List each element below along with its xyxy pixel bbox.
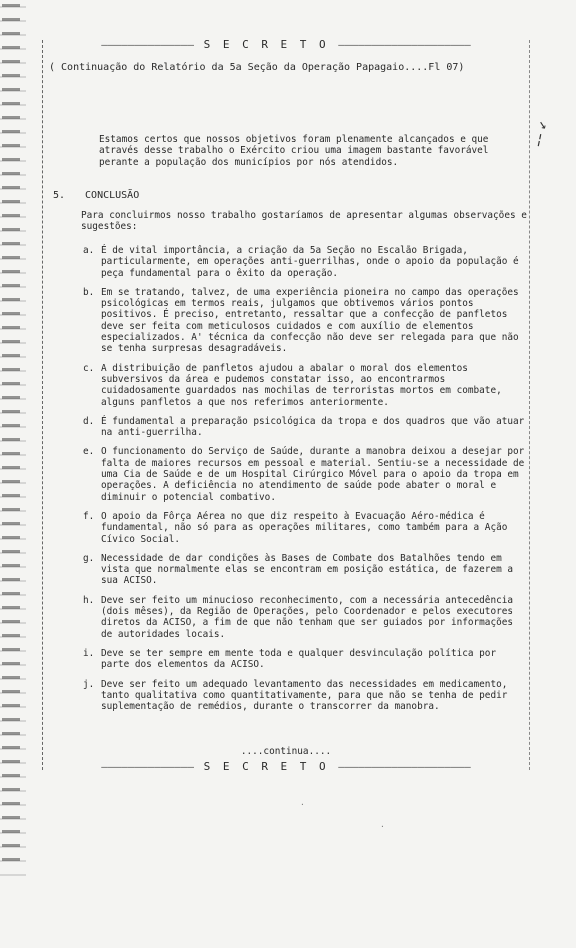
classification-bottom-text: S E C R E T O (203, 760, 329, 773)
item-text: O apoio da Fôrça Aérea no que diz respeito à Evacuação Aéro-médica é fundamental, não só para as operações militares, como também para a Ação Cívico Social. (101, 510, 508, 545)
list-item (83, 595, 529, 640)
continuation-note: ....continua.... (240, 746, 332, 757)
item-letter: e. (83, 446, 95, 458)
item-text: Deve ser feito um adequado levantamento das necessidades em medicamento, tanto qualitativa como quantitativamente, para que não se tenha de pedir suplementação de remédios, durante o transcorrer da manobra. (101, 678, 508, 713)
list-item (83, 679, 529, 713)
item-letter: h. (83, 594, 95, 606)
paper-speck: · (380, 822, 385, 831)
list-item (83, 245, 529, 279)
item-text: Deve se ter sempre em mente toda e qualquer desvinculação política por parte dos elementos da ACISO. (101, 647, 497, 671)
document-page (42, 38, 549, 773)
section-title: CONCLUSÃO (85, 190, 140, 201)
report-header: ( Continuação do Relatório da 5a Seção da Operação Papagaio....Fl 07) (49, 62, 465, 73)
item-text: Deve ser feito um minucioso reconhecimento, com a necessária antecedência (dois mêses), da Região de Operações, pelo Coordenador e pelos executores diretos da ACISO, a fim de que não tenham que ser guiados por informações de autoridades locais. (101, 594, 514, 640)
list-item (83, 511, 529, 545)
item-letter: c. (83, 362, 95, 374)
list-item (83, 363, 529, 408)
paper-speck: · (300, 800, 305, 809)
list-item (83, 553, 529, 587)
spiral-holes (2, 4, 20, 864)
item-text: É de vital importância, a criação da 5a Seção no Escalão Brigada, particularmente, em operações anti-guerrilhas, onde o apoio da população é peça fundamental para o êxito da operação. (101, 245, 519, 279)
item-letter: a. (83, 245, 95, 256)
classification-stamp-top: —————————————— S E C R E T O ———————————————————— (101, 38, 471, 51)
classification-top-text: S E C R E T O (203, 38, 329, 51)
item-letter: i. (83, 647, 95, 659)
item-letter: j. (83, 678, 95, 690)
item-letter: f. (83, 510, 95, 522)
lead-paragraph: Para concluirmos nosso trabalho gostaríamos de apresentar algumas observações e sugestões: (81, 210, 527, 233)
item-text: O funcionamento do Serviço de Saúde, durante a manobra deixou a desejar por falta de maiores recursos em pessoal e material. Sentiu-se a necessidade de uma Cia de Saúde e de um Hospital Cirúrgico Móvel para o apoio da tropa em operações. A deficiência no atendimento de saúde pode abater o moral e diminuir o potencial combativo. (101, 446, 525, 503)
list-item (83, 416, 529, 439)
handwritten-mark: ↘ ¦ (533, 115, 549, 149)
item-text: Necessidade de dar condições às Bases de Combate dos Batalhões tendo em vista que normalmente elas se encontram em posição estática, de fazerem a sua ACISO. (101, 552, 514, 587)
intro-paragraph: Estamos certos que nossos objetivos foram plenamente alcançados e que através desse trabalho o Exército criou uma imagem bastante favorável perante a população dos municípios por nós atendidos. (99, 134, 489, 168)
item-letter: g. (83, 552, 95, 564)
observations-list (83, 245, 529, 720)
list-item (83, 648, 529, 671)
classification-stamp-bottom: —————————————— S E C R E T O ———————————————————— (101, 760, 471, 773)
item-text: A distribuição de panfletos ajudou a abalar o moral dos elementos subversivos da área e pudemos constatar isso, ao encontrarmos cuidadosamente guardados nas mochilas de terroristas mortos em combate, alguns panfletos a que nos referimos anteriormente. (101, 362, 502, 408)
item-letter: d. (83, 415, 95, 427)
item-letter: b. (83, 286, 95, 298)
item-text: Em se tratando, talvez, de uma experiência pioneira no campo das operações psicológicas em termos reais, julgamos que obtivemos vários pontos positivos. É preciso, entretanto, ressaltar que a confecção de panfletos deve ser feita com meticulosos cuidados e com auxílio de elementos especializados. A' técnica da confecção não deve ser relegada para que não se tenha surpresas desagradáveis. (101, 286, 519, 355)
section-number: 5. (53, 190, 66, 201)
item-text: É fundamental a preparação psicológica da tropa e dos quadros que vão atuar na anti-guerrilha. (101, 415, 525, 439)
list-item (83, 287, 529, 355)
list-item (83, 446, 529, 502)
section-heading (53, 190, 139, 201)
